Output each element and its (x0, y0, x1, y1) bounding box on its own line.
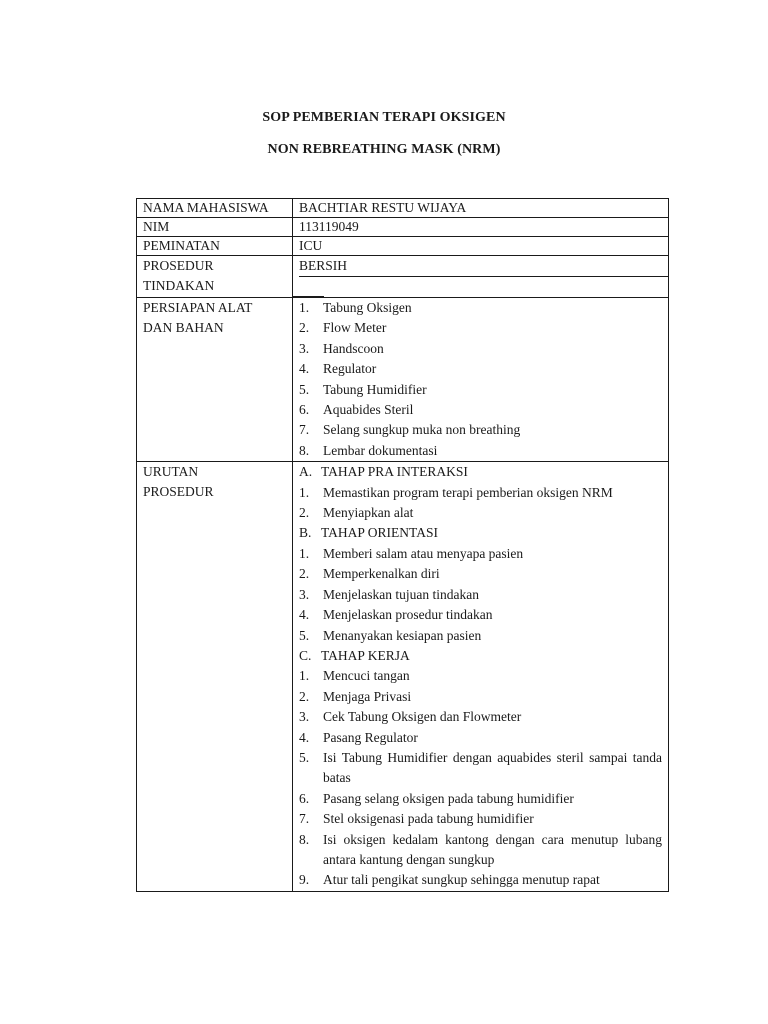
section-heading (299, 523, 662, 543)
step-number: 7. (299, 811, 310, 827)
item-number: 3. (299, 340, 310, 356)
procedure-step (299, 626, 662, 646)
label-persiapan-line2: DAN BAHAN (143, 320, 224, 335)
label-prosedur-tindakan (137, 256, 293, 298)
section-steps (299, 666, 662, 890)
row-nama-mahasiswa (137, 199, 669, 218)
persiapan-item (299, 441, 662, 461)
step-text: Isi oksigen kedalam kantong dengan cara menutup lubang antara kantung dengan sungkup (323, 831, 662, 867)
step-number: 4. (299, 729, 310, 745)
item-number: 4. (299, 361, 310, 377)
step-text: Isi Tabung Humidifier dengan aquabides steril sampai tanda batas (323, 749, 662, 786)
value-nim: 113119049 (293, 218, 669, 237)
sop-table (136, 198, 669, 892)
label-nama-mahasiswa: NAMA MAHASISWA (137, 199, 293, 218)
procedure-step (299, 809, 662, 829)
section-steps (299, 544, 662, 646)
step-number: 2. (299, 566, 310, 582)
persiapan-item (299, 420, 662, 440)
label-prosedur-line1: PROSEDUR (143, 258, 214, 273)
step-text: Atur tali pengikat sungkup sehingga menutup rapat (323, 872, 600, 888)
step-number: 3. (299, 709, 310, 725)
procedure-sections (299, 462, 662, 891)
persiapan-item (299, 380, 662, 400)
section-letter: A. (299, 464, 313, 480)
procedure-step (299, 728, 662, 748)
value-urutan-prosedur (293, 462, 669, 892)
item-text: Handscoon (323, 340, 384, 356)
step-text: Mencuci tangan (323, 668, 410, 684)
cell-divider (299, 277, 662, 297)
procedure-step (299, 789, 662, 809)
step-text: Cek Tabung Oksigen dan Flowmeter (323, 709, 522, 725)
item-number: 5. (299, 381, 310, 397)
section-letter: B. (299, 525, 312, 541)
value-nama-mahasiswa: BACHTIAR RESTU WIJAYA (293, 199, 669, 218)
item-number: 8. (299, 442, 310, 458)
step-number: 1. (299, 668, 310, 684)
step-number: 5. (299, 749, 310, 765)
procedure-step (299, 707, 662, 727)
step-number: 6. (299, 790, 310, 806)
document-title: SOP PEMBERIAN TERAPI OKSIGEN (262, 110, 506, 125)
section-title: TAHAP PRA INTERAKSI (321, 464, 468, 480)
persiapan-item (299, 318, 662, 338)
section-title: TAHAP KERJA (321, 647, 410, 663)
item-number: 1. (299, 300, 310, 315)
section-heading (299, 462, 662, 482)
item-text: Selang sungkup muka non breathing (323, 422, 521, 438)
item-text: Tabung Humidifier (323, 381, 427, 397)
step-number: 1. (299, 484, 310, 500)
procedure-step (299, 687, 662, 707)
step-text: Pasang selang oksigen pada tabung humidifier (323, 790, 574, 806)
label-nim: NIM (137, 218, 293, 237)
step-number: 9. (299, 872, 310, 888)
label-peminatan: PEMINATAN (137, 237, 293, 256)
value-bersih: BERSIH (299, 256, 668, 277)
procedure-step (299, 544, 662, 564)
item-text: Aquabides Steril (323, 402, 414, 418)
row-peminatan (137, 237, 669, 256)
item-text: Lembar dokumentasi (323, 442, 438, 458)
procedure-step (299, 748, 662, 789)
row-nim (137, 218, 669, 237)
item-text: Flow Meter (323, 320, 387, 336)
label-persiapan-line1: PERSIAPAN ALAT (143, 300, 253, 315)
persiapan-item (299, 359, 662, 379)
value-prosedur-tindakan (293, 256, 669, 298)
item-number: 7. (299, 422, 310, 438)
persiapan-item (299, 339, 662, 359)
procedure-step (299, 605, 662, 625)
value-peminatan: ICU (293, 237, 669, 256)
section-heading (299, 646, 662, 666)
step-text: Pasang Regulator (323, 729, 418, 745)
step-number: 8. (299, 831, 310, 847)
persiapan-item (299, 298, 662, 318)
step-text: Memperkenalkan diri (323, 566, 440, 582)
step-text: Stel oksigenasi pada tabung humidifier (323, 811, 534, 827)
step-text: Memastikan program terapi pemberian oksigen NRM (323, 484, 613, 500)
step-number: 5. (299, 627, 310, 643)
label-urutan-line2: PROSEDUR (143, 484, 214, 500)
label-urutan-line1: URUTAN (143, 464, 199, 480)
row-urutan-prosedur (137, 462, 669, 892)
section-steps (299, 483, 662, 524)
value-persiapan-alat (293, 298, 669, 462)
step-text: Memberi salam atau menyapa pasien (323, 545, 524, 561)
item-number: 2. (299, 320, 310, 336)
persiapan-item (299, 400, 662, 420)
persiapan-list (299, 298, 662, 461)
label-prosedur-line2: TINDAKAN (143, 278, 215, 293)
item-text: Regulator (323, 361, 377, 377)
document-subtitle: NON REBREATHING MASK (NRM) (267, 142, 501, 157)
step-number: 4. (299, 607, 310, 623)
procedure-step (299, 483, 662, 503)
step-text: Menyiapkan alat (323, 505, 414, 521)
label-persiapan-alat (137, 298, 293, 462)
procedure-step (299, 666, 662, 686)
step-number: 1. (299, 545, 310, 561)
step-text: Menjelaskan tujuan tindakan (323, 586, 479, 602)
section-title: TAHAP ORIENTASI (321, 525, 438, 541)
procedure-step (299, 870, 662, 890)
procedure-step (299, 564, 662, 584)
procedure-step (299, 830, 662, 871)
item-text: Tabung Oksigen (323, 300, 412, 315)
step-text: Menjaga Privasi (323, 688, 412, 704)
section-letter: C. (299, 647, 312, 663)
row-persiapan-alat (137, 298, 669, 462)
procedure-step (299, 585, 662, 605)
step-number: 2. (299, 688, 310, 704)
item-number: 6. (299, 402, 310, 418)
procedure-step (299, 503, 662, 523)
step-text: Menjelaskan prosedur tindakan (323, 607, 493, 623)
step-text: Menanyakan kesiapan pasien (323, 627, 482, 643)
label-urutan-prosedur (137, 462, 293, 892)
row-prosedur-tindakan (137, 256, 669, 298)
step-number: 3. (299, 586, 310, 602)
step-number: 2. (299, 505, 310, 521)
